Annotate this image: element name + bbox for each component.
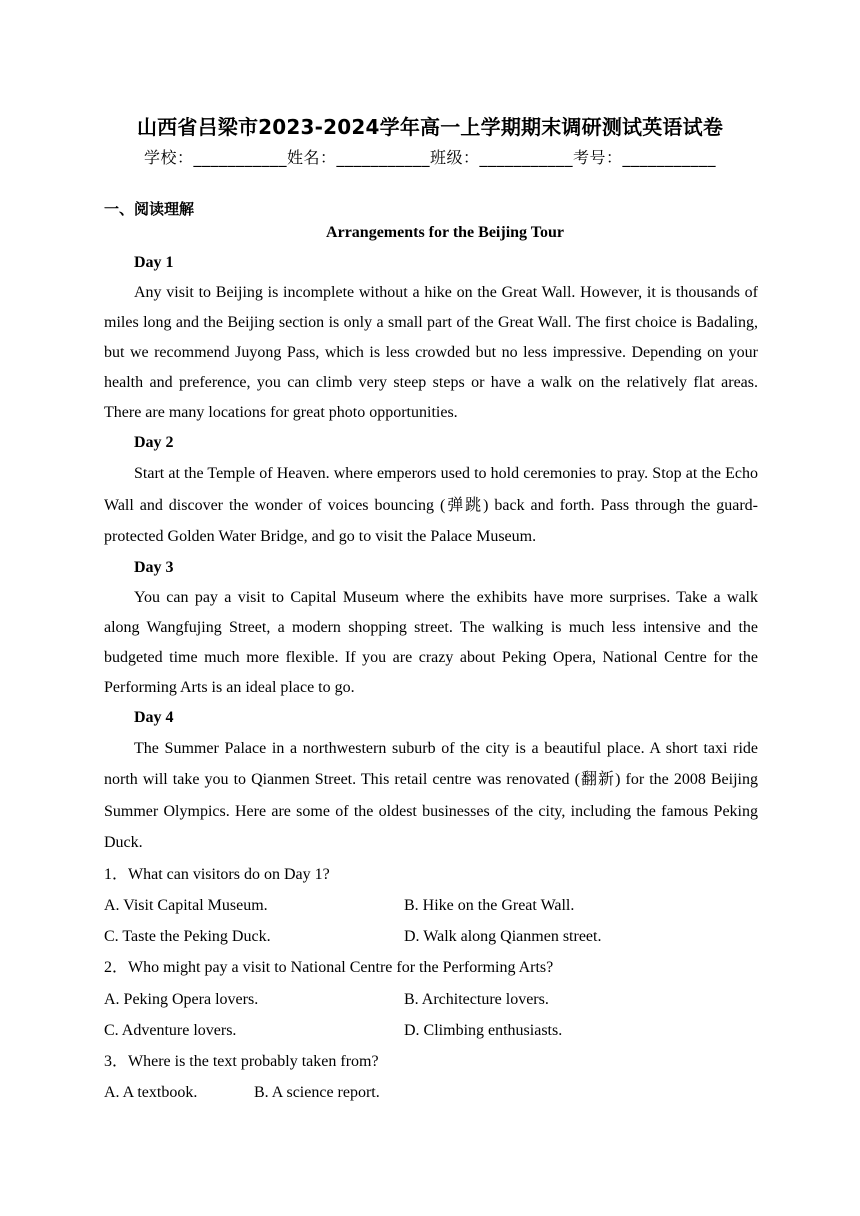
day-label: Day 1 — [134, 254, 174, 271]
option-row — [104, 921, 758, 952]
student-info-line — [0, 145, 860, 168]
exam-title: 山西省吕梁市2023-2024学年高一上学期期末调研测试英语试卷 — [136, 115, 724, 139]
option-c[interactable]: C. Taste the Peking Duck. — [104, 928, 271, 945]
day-paragraph: The Summer Palace in a northwestern suburb of the city is a beautiful place. A short taxi ride north will take you to Qianmen Street. This retail centre was renovated (翻新) for the 2008 Beijing Summer Olympics. Here are some of the oldest businesses of the city, including the famous Peking Duck. — [104, 739, 758, 851]
student-info-fields: 学校：___________姓名：___________班级：___________考号：___________ — [143, 148, 716, 167]
day-paragraph: Start at the Temple of Heaven. where emperors used to hold ceremonies to pray. Stop at the Echo Wall and discover the wonder of voices bouncing (弹跳) back and forth. Pass through the guard-protected Golden Water Bridge, and go to visit the Palace Museum. — [104, 465, 758, 545]
option-row — [104, 890, 758, 921]
day-paragraph: Any visit to Beijing is incomplete without a hike on the Great Wall. However, it is thousands of miles long and the Beijing section is only a small part of the Great Wall. The first choice is Badaling, but we recommend Juyong Pass, which is less crowded but no less impressive. Depending on your health and preference, you can climb very steep steps or have a walk on the relatively flat areas. There are many locations for great photo opportunities. — [104, 284, 758, 421]
day-label: Day 2 — [134, 434, 174, 451]
day-label: Day 4 — [134, 708, 174, 726]
reading-passage — [104, 218, 758, 1108]
option-a[interactable]: A. Visit Capital Museum. — [104, 897, 268, 914]
question-stem: 2．Who might pay a visit to National Centre for the Performing Arts? — [104, 959, 554, 976]
section-heading: 一、阅读理解 — [104, 200, 195, 218]
option-a[interactable]: A. A textbook. — [104, 1084, 198, 1101]
option-a[interactable]: A. Peking Opera lovers. — [104, 990, 259, 1008]
option-b[interactable]: B. A science report. — [254, 1084, 380, 1101]
day-paragraph: You can pay a visit to Capital Museum where the exhibits have more surprises. Take a walk along Wangfujing Street, a modern shopping street. The walking is much less intensive and the budgeted time much more flexible. If you are crazy about Peking Opera, National Centre for the Performing Arts is an ideal place to go. — [104, 588, 758, 696]
question-stem: 3．Where is the text probably taken from? — [104, 1052, 379, 1070]
option-b[interactable]: B. Hike on the Great Wall. — [404, 897, 575, 914]
option-row — [104, 1015, 758, 1046]
option-b[interactable]: B. Architecture lovers. — [404, 990, 549, 1008]
option-c[interactable]: C. Adventure lovers. — [104, 1021, 237, 1039]
option-d[interactable]: D. Climbing enthusiasts. — [404, 1021, 563, 1039]
passage-title: Arrangements for the Beijing Tour — [326, 224, 564, 241]
question-stem: 1．What can visitors do on Day 1? — [104, 865, 330, 883]
option-row — [104, 984, 758, 1015]
option-row — [104, 1077, 758, 1108]
day-label: Day 3 — [134, 558, 174, 576]
option-d[interactable]: D. Walk along Qianmen street. — [404, 928, 602, 945]
